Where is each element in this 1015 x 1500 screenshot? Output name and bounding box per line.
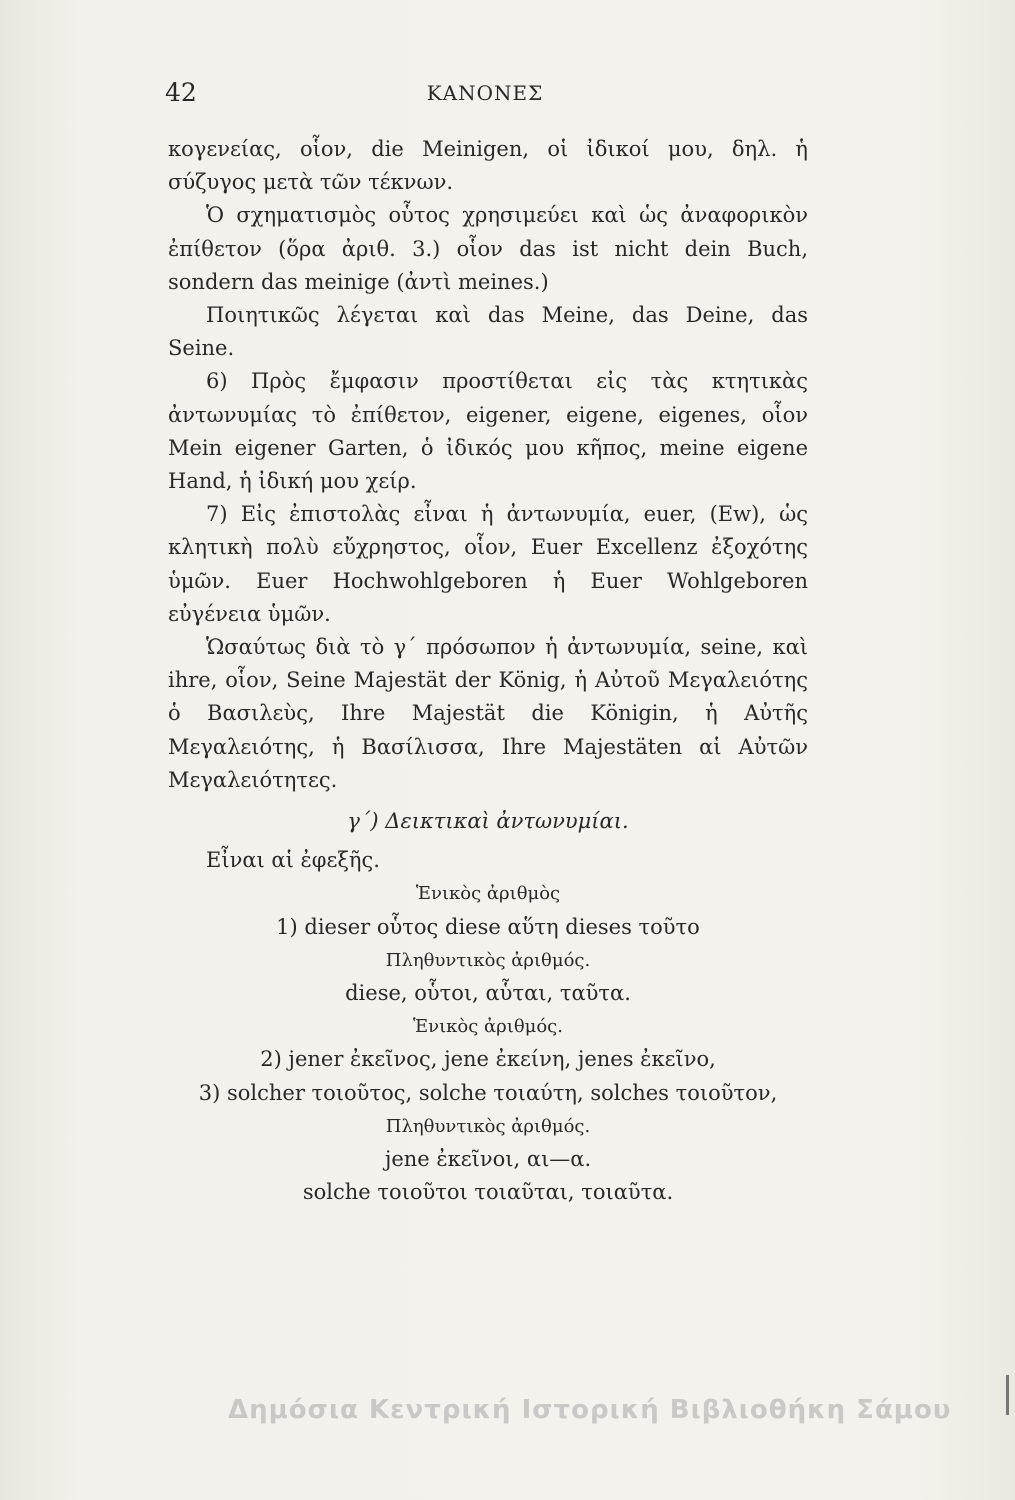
number-heading: Ἑνικὸς ἀριθμὸς [415, 883, 561, 905]
library-watermark: Δημόσια Κεντρική Ιστορική Βιβλιοθήκη Σάμου [228, 1395, 952, 1425]
paragraph: Ποιητικῶς λέγεται καὶ das Meine, das Deine, das Seine. [168, 303, 808, 361]
page-header [165, 78, 805, 118]
paragraph: 6) Πρὸς ἔμφασιν προστίθεται εἰς τὰς κτητικὰς ἀντωνυμίας τὸ ἐπίθετον, eigener, eigene, eigenes, οἷον Mein eigener Garten, ὁ ἰδικός μου κῆπος, meine eigene Hand, ἡ ἰδική μου χείρ. [168, 369, 808, 494]
paragraph: κογενείας, οἷον, die Meinigen, οἱ ἰδικοί μου, δηλ. ἡ σύζυγος μετὰ τῶν τέκνων. [168, 137, 808, 195]
number-heading: Πληθυντικὸς ἀριθμός. [385, 949, 591, 971]
paragraph: Εἶναι αἱ ἐφεξῆς. [206, 848, 380, 873]
running-head: ΚΑΝΟΝΕΣ [426, 81, 544, 105]
declension-line: 3) solcher τοιοῦτος, solche τοιαύτη, solches τοιοῦτον, [198, 1080, 778, 1105]
declension-line: 2) jener ἐκεῖνος, jene ἐκείνη, jenes ἐκεῖνο, [260, 1047, 716, 1072]
page-edge-mark [1006, 1375, 1009, 1415]
number-heading: Ἑνικὸς ἀριθμός. [412, 1016, 563, 1038]
declension-line: jene ἐκεῖνοι, αι—α. [384, 1147, 592, 1172]
page-number: 42 [165, 78, 197, 107]
body-text [168, 133, 808, 1210]
paragraph: Ὡσαύτως διὰ τὸ γ΄ πρόσωπον ἡ ἀντωνυμία, seine, καὶ ihre, οἷον, Seine Majestät der König, ἡ Αὐτοῦ Μεγαλειότης ὁ Βασιλεὺς, Ihre Majestät die Königin, ἡ Αὐτῆς Μεγαλειότης, ἡ Βασίλισσα, Ihre Majestäten αἱ Αὐτῶν Μεγαλειότητες. [168, 635, 808, 792]
section-heading: γ΄) Δεικτικαὶ ἀντωνυμίαι. [347, 809, 629, 834]
declension-line: solche τοιοῦτοι τοιαῦται, τοιαῦτα. [302, 1180, 674, 1205]
number-heading: Πληθυντικὸς ἀριθμός. [385, 1115, 591, 1137]
declension-line: diese, οὗτοι, αὗται, ταῦτα. [345, 981, 631, 1006]
paragraph: Ὁ σχηματισμὸς οὗτος χρησιμεύει καὶ ὡς ἀναφορικὸν ἐπίθετον (ὅρα ἀριθ. 3.) οἷον das ist nicht dein Buch, sondern das meinige (ἀντὶ meines.) [168, 203, 808, 294]
paragraph: 7) Εἰς ἐπιστολὰς εἶναι ἡ ἀντωνυμία, euer, (Ew), ὡς κλητικὴ πολὺ εὔχρηστος, οἷον, Euer Excellenz ἐξοχότης ὑμῶν. Euer Hochwohlgeboren ἡ Euer Wohlgeboren εὐγένεια ὑμῶν. [168, 502, 808, 626]
declension-line: 1) dieser οὗτος diese αὕτη dieses τοῦτο [276, 914, 700, 939]
